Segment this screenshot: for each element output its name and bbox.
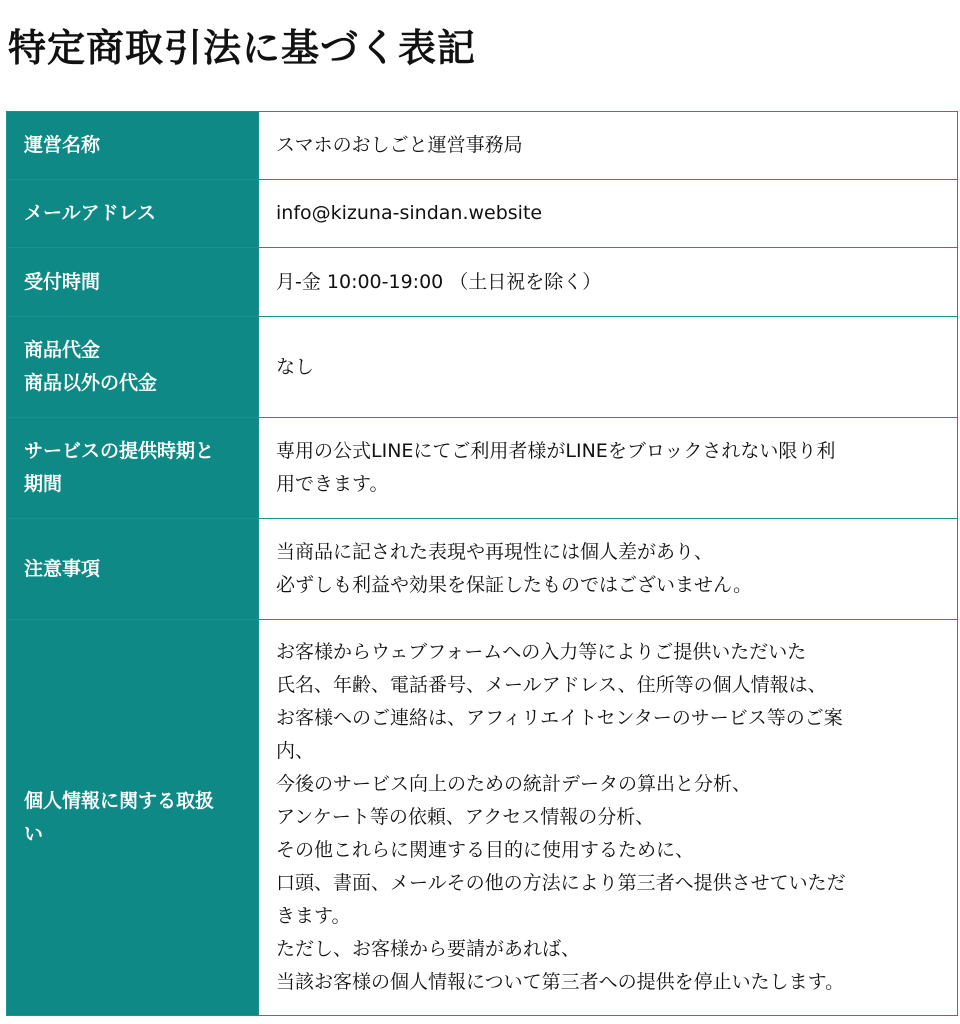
row-label-text: 商品以外の代金 <box>24 372 158 394</box>
row-label-notes <box>7 519 259 620</box>
row-value-service-period <box>259 418 958 519</box>
table-row <box>7 112 958 180</box>
table-row <box>7 248 958 317</box>
row-label-privacy <box>7 620 259 1016</box>
row-value-text: お客様からウェブフォームへの入力等によりご提供いただいた <box>276 641 807 663</box>
table-row <box>7 519 958 620</box>
row-label-operator <box>7 112 259 180</box>
row-value-text: 氏名、年齢、電話番号、メールアドレス、住所等の個人情報は、 <box>276 674 827 696</box>
table-row <box>7 180 958 248</box>
row-label-text: メールアドレス <box>24 202 157 224</box>
row-value-text: お客様へのご連絡は、アフィリエイトセンターのサービス等のご案 <box>276 707 843 729</box>
page-title: 特定商取引法に基づく表記 <box>8 26 477 70</box>
row-label-text: 期間 <box>24 473 63 495</box>
row-value-text: 用できます。 <box>276 473 389 495</box>
row-label-text: い <box>24 822 44 845</box>
row-value-text: 内、 <box>276 740 315 762</box>
table-row <box>7 418 958 519</box>
table-row <box>7 317 958 418</box>
row-label-text: 商品代金 <box>24 339 101 361</box>
row-value-text: 今後のサービス向上のための統計データの算出と分析、 <box>276 773 752 795</box>
row-value-price <box>259 317 958 418</box>
row-label-text: サービスの提供時期と <box>24 440 215 462</box>
row-value-text: 当商品に記された表現や再現性には個人差があり、 <box>276 541 714 563</box>
row-value-text: きます。 <box>276 905 351 927</box>
legal-notice-table <box>6 111 958 1016</box>
table-row <box>7 620 958 1016</box>
row-value-text: 口頭、書面、メールその他の方法により第三者へ提供させていただ <box>276 872 846 894</box>
row-value-text: アンケート等の依頼、アクセス情報の分析、 <box>276 806 655 828</box>
row-label-hours <box>7 248 259 317</box>
row-value-text: ただし、お客様から要請があれば、 <box>276 938 581 960</box>
row-label-text: 受付時間 <box>24 270 101 293</box>
row-label-service-period <box>7 418 259 519</box>
row-label-text: 個人情報に関する取扱 <box>24 789 215 812</box>
row-label-email <box>7 180 259 248</box>
row-label-text: 運営名称 <box>24 134 101 156</box>
row-value-email <box>259 180 958 248</box>
row-value-operator <box>259 112 958 180</box>
row-value-text: 専用の公式LINEにてご利用者様がLINEをブロックされない限り利 <box>276 440 836 462</box>
row-value-text: 必ずしも利益や効果を保証したものではございません。 <box>276 574 753 596</box>
row-value-notes <box>259 519 958 620</box>
row-value-text: 当該お客様の個人情報について第三者への提供を停止いたします。 <box>276 971 845 993</box>
row-value-text: スマホのおしごと運営事務局 <box>276 134 523 156</box>
row-value-text: なし <box>276 355 315 378</box>
row-label-text: 注意事項 <box>24 557 101 580</box>
row-label-price <box>7 317 259 418</box>
row-value-text: その他これらに関連する目的に使用するために、 <box>276 839 695 861</box>
email-address: info@kizuna-sindan.website <box>276 202 543 224</box>
row-value-hours <box>259 248 958 317</box>
row-value-privacy <box>259 620 958 1016</box>
row-value-text: 月-金 10:00-19:00 （土日祝を除く） <box>276 270 602 293</box>
